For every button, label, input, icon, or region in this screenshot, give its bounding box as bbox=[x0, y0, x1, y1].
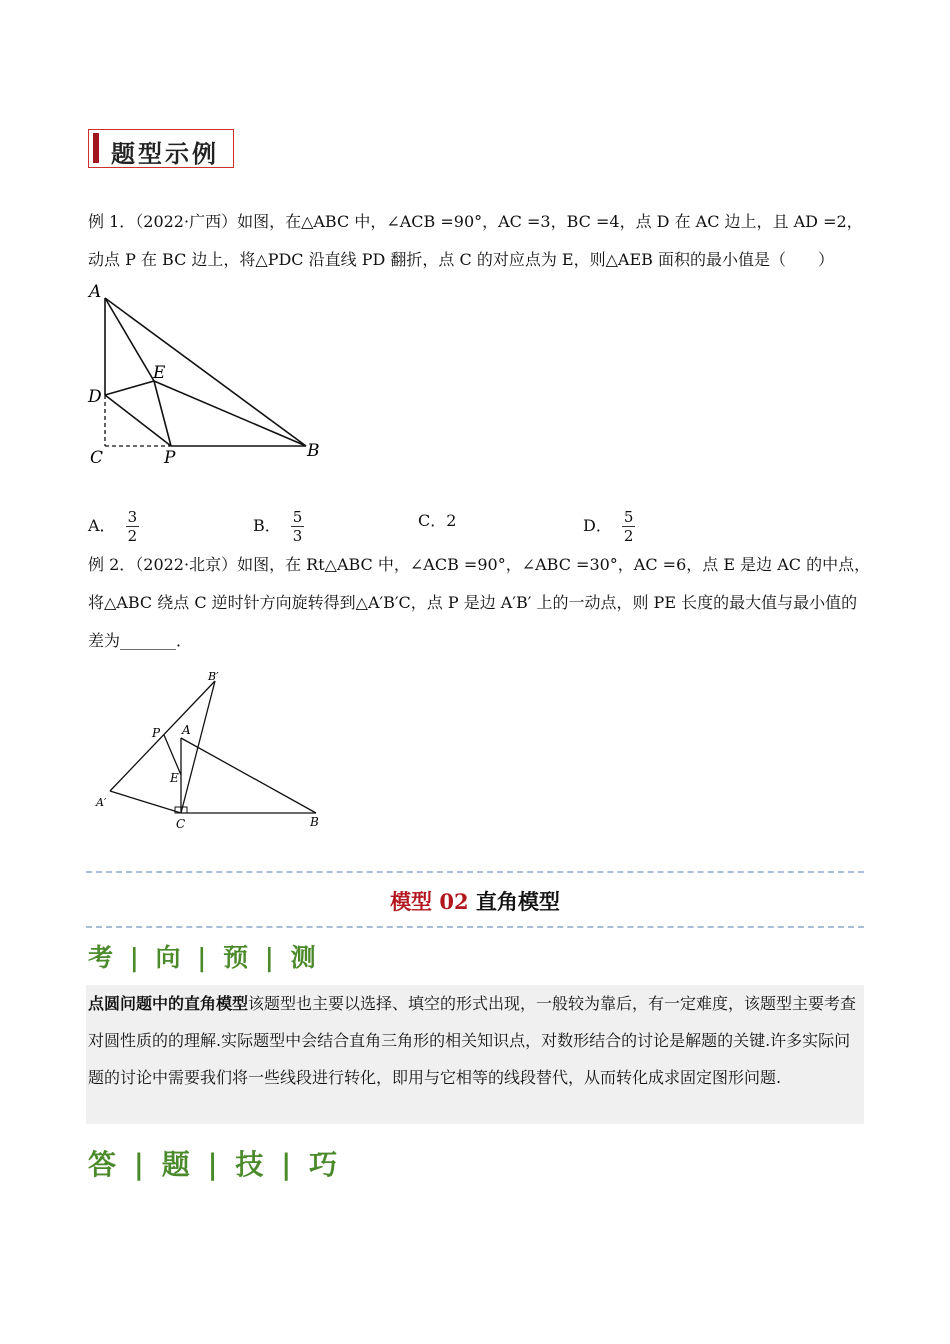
section-tag-label: 题型示例 bbox=[111, 140, 219, 168]
label-C: C bbox=[176, 817, 186, 831]
option-a-num: 3 bbox=[127, 508, 138, 526]
tag-accent-bar bbox=[93, 133, 99, 163]
label-E: E bbox=[170, 771, 179, 785]
skills-char-3: 技 bbox=[235, 1148, 268, 1181]
segment-DE bbox=[105, 381, 154, 395]
forecast-rest: 该题型也主要以选择、填空的形式出现，一般较为靠后，有一定难度，该题型主要考查对圆性质的的理解.实际题型中会结合直角三角形的相关知识点，对数形结合的讨论是解题的关键.许多实际问题的讨论中需要我们将一些线段进行转化，即用与它相等的线段替代，从而转化成求固定图形问题. bbox=[88, 994, 857, 1087]
divider-top bbox=[86, 871, 864, 873]
option-c-letter: C． bbox=[418, 511, 447, 530]
option-d-fraction bbox=[622, 508, 636, 545]
segment-AE bbox=[105, 298, 154, 381]
segment-AprimeBprime bbox=[110, 681, 215, 791]
segment-EP bbox=[154, 381, 171, 446]
label-E: E bbox=[153, 363, 166, 383]
option-d-num: 5 bbox=[623, 508, 634, 526]
option-b-den: 3 bbox=[292, 527, 303, 545]
skills-char-2: 题 bbox=[161, 1148, 194, 1181]
label-A: A bbox=[89, 282, 102, 302]
section-tag bbox=[88, 129, 234, 168]
model-number: 模型 02 bbox=[390, 889, 469, 914]
ex2-figure bbox=[90, 668, 330, 838]
label-Aprime: A′ bbox=[96, 796, 107, 809]
ex2-line2: 将△ABC 绕点 C 逆时针方向旋转得到△A′B′C，点 P 是边 A′B′ 上的一动点，则 PE 长度的最大值与最小值的 bbox=[88, 593, 858, 612]
ex2-line1: 例 2．（2022·北京）如图，在 Rt△ABC 中，∠ACB =90°，∠ABC =30°，AC =6，点 E 是边 AC 的中点， bbox=[88, 555, 871, 574]
label-P: P bbox=[164, 448, 176, 468]
option-c-value: 2 bbox=[446, 511, 457, 530]
forecast-char-4: 测 bbox=[290, 943, 320, 972]
option-d-letter: D． bbox=[583, 516, 612, 535]
skills-heading: 答 | 题 | 技 | 巧 bbox=[88, 1148, 342, 1181]
label-Bprime: B′ bbox=[208, 670, 219, 683]
option-a[interactable] bbox=[88, 508, 139, 545]
segment-DP bbox=[105, 395, 171, 446]
option-a-fraction bbox=[126, 508, 140, 545]
segment-BprimeC bbox=[181, 681, 215, 813]
option-b-num: 5 bbox=[292, 508, 303, 526]
option-b[interactable] bbox=[253, 508, 304, 545]
option-a-letter: A． bbox=[88, 516, 116, 535]
ex1-line1: 例 1．（2022·广西）如图，在△ABC 中，∠ACB =90°，AC =3，BC =4，点 D 在 AC 边上，且 AD =2， bbox=[88, 212, 863, 231]
option-b-letter: B． bbox=[253, 516, 281, 535]
segment-AprimeC bbox=[110, 791, 181, 813]
skills-char-4: 巧 bbox=[309, 1148, 342, 1181]
segment-PE bbox=[164, 735, 181, 775]
model-title bbox=[0, 886, 950, 916]
forecast-char-3: 预 bbox=[223, 943, 253, 972]
option-a-den: 2 bbox=[127, 527, 138, 545]
label-B: B bbox=[310, 815, 319, 829]
forecast-char-2: 向 bbox=[155, 943, 185, 972]
skills-char-1: 答 bbox=[88, 1148, 121, 1181]
forecast-heading: 考 | 向 | 预 | 测 bbox=[88, 943, 320, 972]
forecast-text bbox=[88, 985, 860, 1096]
label-C: C bbox=[90, 448, 104, 468]
option-c[interactable] bbox=[418, 508, 456, 531]
model-name: 直角模型 bbox=[475, 889, 560, 914]
forecast-char-1: 考 bbox=[88, 943, 118, 972]
ex1-figure bbox=[80, 280, 340, 470]
ex1-line2: 动点 P 在 BC 边上，将△PDC 沿直线 PD 翻折，点 C 的对应点为 E，则△AEB 面积的最小值是（ ） bbox=[88, 250, 834, 269]
label-B: B bbox=[307, 441, 320, 461]
label-P: P bbox=[152, 726, 161, 740]
ex2-line3: 差为_______． bbox=[88, 631, 193, 650]
option-b-fraction bbox=[291, 508, 305, 545]
option-d[interactable] bbox=[583, 508, 635, 545]
segment-AB bbox=[105, 298, 306, 446]
divider-bottom bbox=[86, 926, 864, 928]
forecast-bold: 点圆问题中的直角模型 bbox=[88, 994, 249, 1013]
option-d-den: 2 bbox=[623, 527, 634, 545]
segment-AB bbox=[181, 738, 316, 813]
label-A: A bbox=[182, 723, 191, 737]
forecast-box bbox=[86, 985, 864, 1124]
label-D: D bbox=[88, 387, 102, 407]
